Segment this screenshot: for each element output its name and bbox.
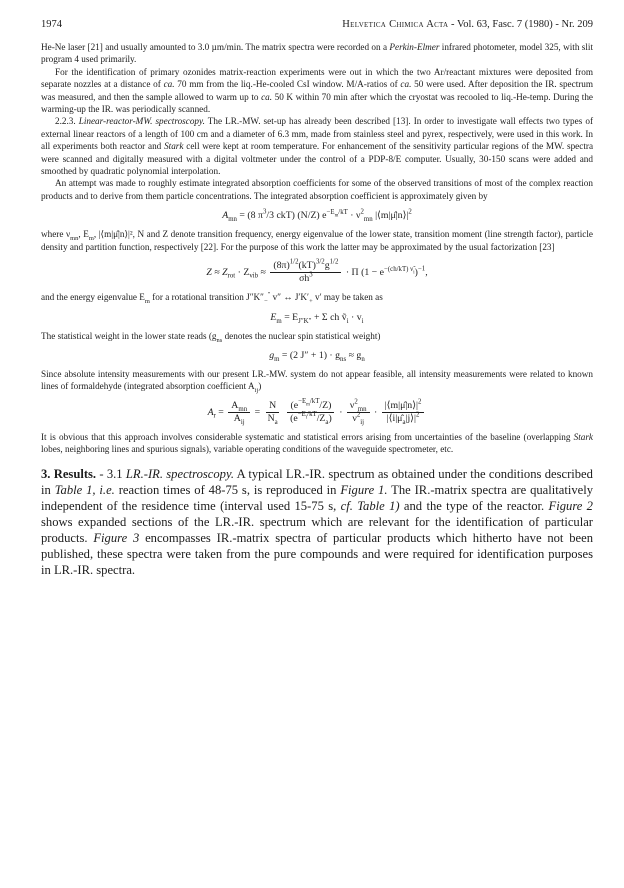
paragraph-statistical-weight: The statistical weight in the lower state reads ($g_{ns}$ denotes the nuclear spin statistical weight) [41, 330, 381, 344]
equation-relative-intensity: $A_r$ = $\frac{A_{mn}}{A_{ij}}$ = $\frac{N}{N_a}$ $\frac{(e^{-E_m/kT}/Z)}{(e^{-E_i/kT}/Z_a)}$ · $\frac{\nu^2_{mn}}{\nu^2_{ij}}$ · $\frac{|⟨m|\mû|n⟩|^2}{|⟨i|\mû_a|j⟩|^2}$ [41, 400, 593, 425]
equation-partition-function: $Z \approx Z_{rot} \cdot Z_{vib}$ ≈ $\frac{(8\pi)^{1/2}(kT)^{3/2}g^{1/2}}{\sigma h^3}$ · Π $(1 - e^{-(ch/kT) \nũ_i})^{-1}$, [206, 258, 428, 285]
subsection-heading: LR.-IR. spectroscopy. [125, 466, 235, 481]
journal-citation [342, 18, 593, 31]
equation-statistical-weight: $g_m = (2$ $J'' + 1) \cdot g_{ns} \approx g_n$ [269, 349, 365, 363]
fraction: $\frac{(8\pi)^{1/2}(kT)^{3/2}g^{1/2}}{\sigma h^3}$ [270, 260, 341, 285]
paragraph-results: 3. Results. - 3.1 LR.-IR. spectroscopy. A typical LR.-IR. spectrum as obtained under the conditions described in Table 1, i.e. reaction times of 48-75 s, is reproduced in Figure 1. The IR.-matrix spectra are qualitatively independent of the residence time (interval used 15-75 s, cf. Table 1) and the type of the reactor. Figure 2 shows expanded sections of the LR.-IR. spectrum which are relevant for the identification of particular products. Figure 3 encompasses IR.-matrix spectra of particular products which hitherto have not been published, these spectra were taken from the pure compounds and were required for identification purposes in LR.-IR. spectra. [41, 466, 594, 577]
running-header [41, 18, 593, 31]
equation-energy: $E_m = E_{J''K''} + \Sigma$ ch ṽ$_i$ · $v_i$ [270, 311, 364, 325]
paragraph-intensity: Since absolute intensity measurements with our present LR.-MW. system do not appear feasible, all intensity measurements were related to known lines of formaldehyde (integrated absorption coefficient $A_{ij}$) [41, 368, 593, 395]
paragraph-lr-mw: 2.2.3. Linear-reactor-MW. spectroscopy. The LR.-MW. set-up has already been described [13]. In order to investigate wall effects two types of external linear reactors of a length of 100 cm and a diameter of 6.3 mm, made from stainless steel and pyrex, respectively, were used in this work. In all experiments both reactor and Stark cell were kept at room temperature. For enhancement of the sensitivity particular regions of the MW. spectra were scanned and digitally measured with a digital voltmeter under the control of a PDP-8/E computer. Usually, 30-150 scans were added and smoothed by quadratic polynomial interpolation. [41, 116, 594, 177]
body-small [41, 41, 593, 456]
paragraph-absorption: An attempt was made to roughly estimate integrated absorption coefficients for some of the observed transitions of most of the complex reaction products and to derive from them particle concentrations. The integrated absorption coefficient is approximately given by [41, 178, 593, 201]
results-section [41, 466, 593, 578]
journal-name: Helvetica Chimica Acta [342, 19, 449, 30]
equation-absorption-coefficient: $A_{mn} = (8$ $\pi^3/3$ ckT) (N/Z) $e^{-E_m/kT} \cdot \nu^2_{mn}$ $|⟨m|\mû|n⟩|^2$ [222, 209, 412, 224]
paragraph-errors: It is obvious that this approach involves considerable systematic and statistical errors arising from uncertainties of the baseline (overlapping Stark lobes, neighboring lines and spurious signals), variable operating conditions of the waveguide spectrometer, etc. [41, 431, 594, 455]
instrument-name: Perkin-Elmer [389, 42, 440, 52]
paragraph-ozonides: For the identification of primary ozonides matrix-reaction experiments were out in which the two Ar/reactant mixtures were deposited from separate nozzles at a distance of ca. 70 mm from the liq.-He-cooled CsI window. M/A-ratios of ca. 50 were used. After deposition the IR. spectrum was measured, and then the sample allowed to warm up to ca. 50 K within 70 min after which the cryostat was recooled to liq.-He-temp. During the warming-up the IR. was periodically scanned. [41, 66, 594, 115]
page-number: 1974 [41, 19, 62, 30]
page [41, 18, 593, 578]
paragraph-energy-eigenvalue: and the energy eigenvalue $E_m$ for a rotational transition $J''K''_-''$ v″ ↔ $J'K'_+$ v′ may be taken as [41, 291, 383, 305]
paragraph-definitions: where $\nu_{mn}$, $E_m$, |⟨m|μ̂|n⟩|², N and Z denote transition frequency, energy eigenvalue of the lower state, transition moment (line strength factor), particle density and partition function, respectively [22]. For the purpose of this work the latter may be approximated by the usual factorization [23] [41, 229, 593, 252]
volume-info: - Vol. 63, Fasc. 7 (1980) - Nr. 209 [451, 19, 593, 30]
section-heading: 3. Results. [41, 466, 97, 481]
paragraph-laser: He-Ne laser [21] and usually amounted to 3.0 µm/min. The matrix spectra were recorded on a Perkin-Elmer infrared photometer, model 325, with slit program 4 used primarily. [41, 42, 594, 65]
subsection-title: Linear-reactor-MW. spectroscopy. [78, 116, 205, 127]
